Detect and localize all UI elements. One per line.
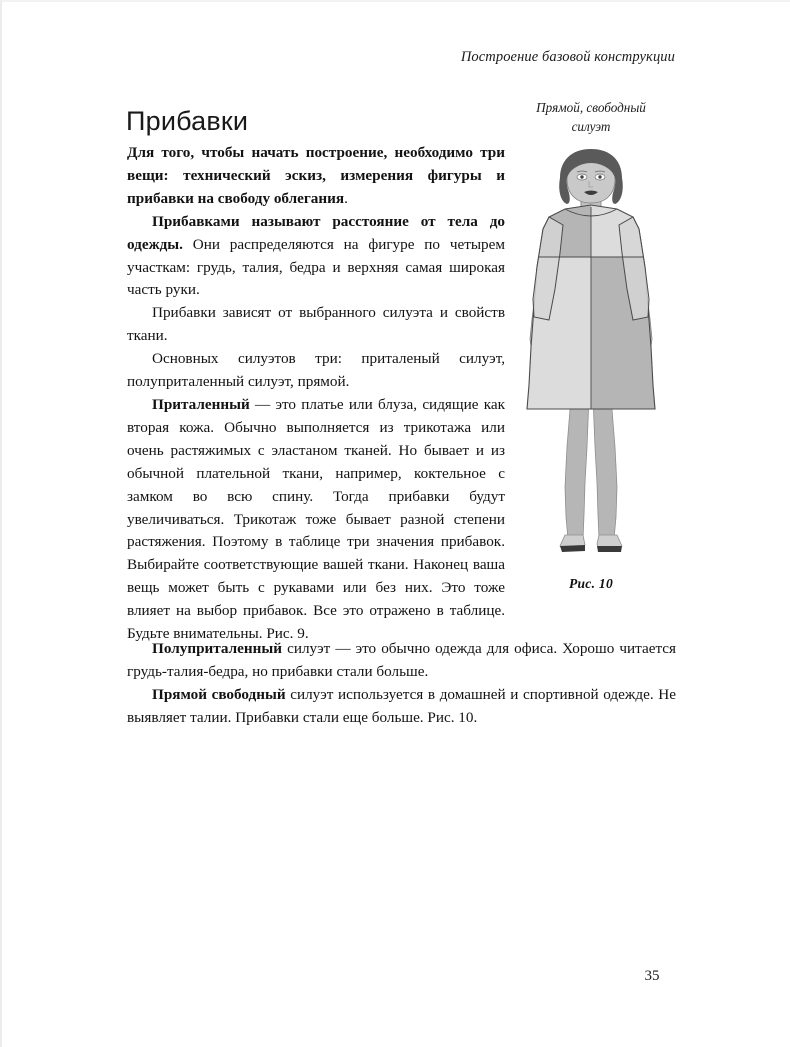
paragraph-text: — это платье или блуза, сидящие как вторая кожа. Обычно выполняется из трикотажа или очень растяжимых с эластаном тканей. Но бывает и из обычной плательной ткани, например, коктельное с замком во всю спину. Тогда прибавки будут увеличиваться. Трикотаж тоже бывает разной степени растяжения. Поэтому в таблице три значения прибавок. Выбирайте соответствующие вашей ткани. Наконец ваша вещь может быть с рукавами или без них. Это тоже влияет на выбор прибавок. Все это отражено в таблице. Будьте внимательны. Рис. 9. [127, 395, 505, 643]
legs-group [565, 397, 617, 539]
figure-title [516, 98, 666, 136]
paragraph-p2 [127, 211, 505, 303]
paragraph-lead-bold: Прямой свободный [152, 685, 286, 703]
paragraph-text: силуэт — это обычно одежда для офиса. Хорошо читается грудь-талия-бедра, но прибавки стали больше. [127, 640, 676, 680]
paragraph-text: силуэт используется в домашней и спортивной одежде. Не выявляет талии. Прибавки стали еще больше. Рис. 10. [127, 685, 676, 726]
page-number: 35 [644, 968, 660, 984]
paragraph-p4 [127, 348, 505, 394]
paragraph-text: Они распределяются на фигуре по четырем участкам: грудь, талия, бедра и верхняя самая широкая часть руки. [127, 235, 505, 299]
paragraph-p7 [127, 684, 676, 730]
paragraph-p3 [127, 302, 505, 348]
figure-title-line-2: силуэт [571, 119, 611, 134]
page-content [2, 2, 790, 1047]
paragraph-text: Основных силуэтов три: приталеный силуэт, полуприталенный силуэт, прямой. [127, 350, 505, 391]
figure-title-line-1: Прямой, свободный [536, 100, 646, 115]
paragraph-lead-bold: Приталенный [152, 395, 250, 413]
woman-dress-illustration [505, 147, 677, 567]
paragraph-lead-bold: Полуприталенный [152, 640, 283, 657]
head-group [559, 149, 623, 204]
body-column-wide [127, 638, 676, 730]
figure-illustration-block [505, 98, 677, 592]
straight-silhouette-dress-figure-svg [505, 147, 677, 567]
paragraph-lead-bold: Прибавками называют расстояние от тела до одежды. [127, 212, 505, 253]
running-head: Построение базовой конструкции [460, 49, 675, 65]
page-title: Прибавки [126, 106, 249, 137]
paragraph-lead-bold: Для того, чтобы начать построение, необходимо три вещи: технический эскиз, измерения фигуры и прибавки на свободу облегания [127, 144, 505, 207]
paragraph-p5 [127, 394, 505, 646]
paragraph-p6 [127, 638, 676, 684]
paragraph-p1 [127, 142, 505, 211]
paragraph-text: . [344, 189, 348, 207]
paragraph-text: Прибавки зависят от выбранного силуэта и свойств ткани. [127, 304, 505, 345]
shoes-group [560, 535, 622, 552]
figure-caption: Рис. 10 [568, 576, 614, 591]
body-column-narrow [127, 142, 505, 646]
